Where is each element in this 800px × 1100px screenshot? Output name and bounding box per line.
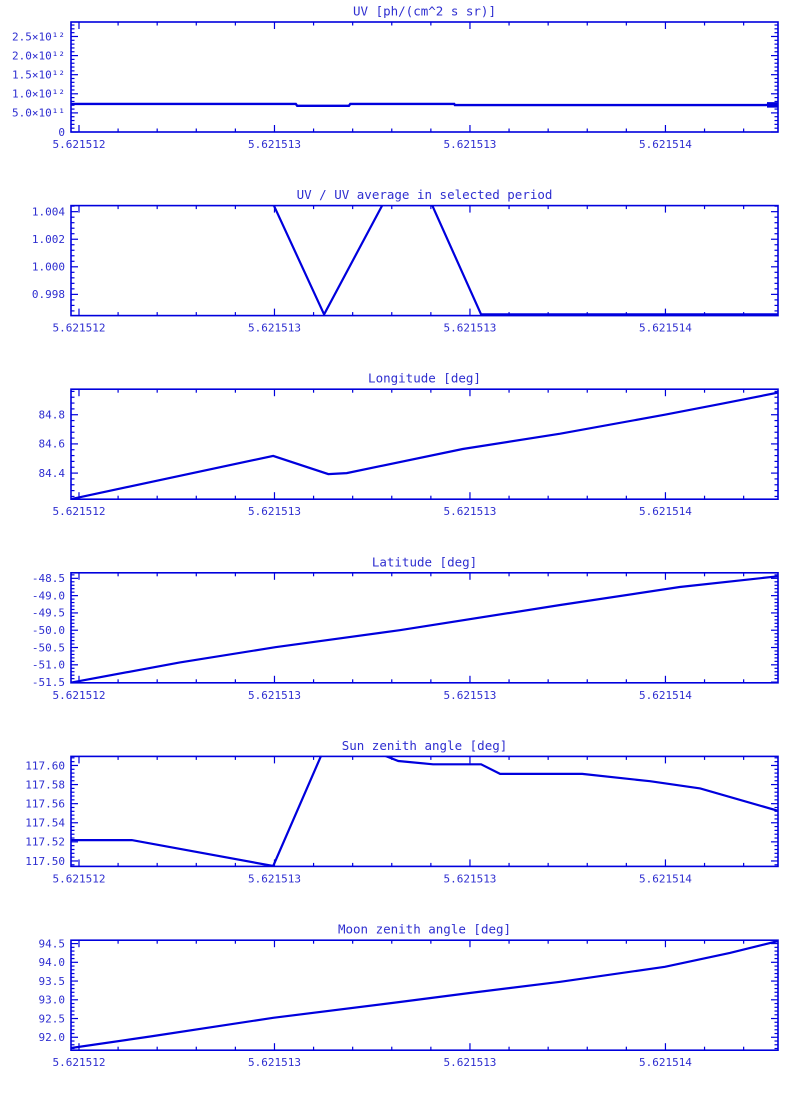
plot-1-ylabel: 2.0×10¹² bbox=[12, 49, 65, 63]
plot-6-ylabel: 92.5 bbox=[38, 1012, 65, 1026]
plot-4-xlabel: 5.621513 bbox=[443, 688, 497, 702]
plot-5-xlabel: 5.621513 bbox=[247, 872, 301, 886]
plot-2-xlabel: 5.621513 bbox=[443, 321, 497, 335]
plot-6-xlabel: 5.621513 bbox=[443, 1056, 497, 1070]
plot-6-xlabel: 5.621512 bbox=[52, 1056, 106, 1070]
plot-4-xlabel: 5.621513 bbox=[247, 688, 301, 702]
plot-6-xlabel: 5.621513 bbox=[247, 1056, 301, 1070]
plot-1-ylabel: 5.0×10¹¹ bbox=[12, 106, 65, 120]
plot-5-ylabel: 117.54 bbox=[25, 816, 65, 830]
plot-2-title: UV / UV average in selected period bbox=[296, 187, 553, 203]
plot-3-series-longitude bbox=[71, 393, 778, 500]
plot-6-title: Moon zenith angle [deg] bbox=[337, 921, 512, 937]
plot-2-ticks bbox=[71, 206, 778, 316]
plot-1-tick-labels bbox=[12, 30, 692, 151]
plot-2-frame bbox=[71, 206, 778, 316]
plot-4-xlabel: 5.621514 bbox=[638, 688, 692, 702]
plot-5-title: Sun zenith angle [deg] bbox=[341, 737, 508, 753]
plot-6-frame bbox=[71, 940, 778, 1050]
plot-4-ticks bbox=[71, 573, 778, 683]
plot-1-title: UV [ph/(cm^2 s sr)] bbox=[353, 3, 496, 19]
plot-6-ylabel: 94.0 bbox=[38, 956, 65, 970]
plot-2-xlabel: 5.621514 bbox=[638, 321, 692, 335]
plot-6-xlabel: 5.621514 bbox=[638, 1056, 692, 1070]
plot-1-end-blob bbox=[767, 102, 778, 108]
plot-6-ylabel: 92.0 bbox=[38, 1031, 65, 1045]
plot-1-xlabel: 5.621514 bbox=[638, 138, 692, 151]
plot-1-xlabel: 5.621513 bbox=[443, 138, 497, 151]
plot-2-series-uv_ratio bbox=[71, 101, 778, 314]
plot-1-series-uv bbox=[71, 104, 778, 106]
plot-6-ylabel: 93.0 bbox=[38, 993, 65, 1007]
plot-5-frame bbox=[71, 756, 778, 866]
plot-1 bbox=[12, 4, 778, 152]
plot-2-ylabel: 0.998 bbox=[31, 288, 65, 302]
plot-5-series-sun_zenith bbox=[71, 752, 778, 866]
plot-1-ylabel: 1.5×10¹² bbox=[12, 68, 65, 82]
plot-5-ylabel: 117.60 bbox=[25, 759, 65, 773]
plot-1-ylabel: 2.5×10¹² bbox=[12, 30, 65, 44]
plot-5-ylabel: 117.50 bbox=[25, 854, 65, 868]
plot-3-title: Longitude [deg] bbox=[368, 370, 481, 386]
plot-4-ylabel: -49.5 bbox=[31, 606, 65, 620]
plot-2-ylabel: 1.004 bbox=[31, 205, 65, 219]
plot-3-ticks bbox=[71, 389, 778, 499]
plot-2-xlabel: 5.621512 bbox=[52, 321, 106, 335]
plot-1-xlabel: 5.621513 bbox=[247, 138, 301, 151]
plot-4-ylabel: -50.5 bbox=[31, 641, 65, 655]
plot-4-series-latitude bbox=[71, 576, 778, 682]
plot-4-ylabel: -50.0 bbox=[31, 624, 65, 638]
plot-1-ticks bbox=[71, 22, 778, 132]
plot-5-ylabel: 117.58 bbox=[25, 778, 65, 792]
plot-5-xlabel: 5.621514 bbox=[638, 872, 692, 886]
plot-4-ylabel: -49.0 bbox=[31, 589, 65, 603]
plot-5-ticks bbox=[71, 756, 778, 866]
plot-4-ylabel: -51.0 bbox=[31, 658, 65, 672]
plot-2-xlabel: 5.621513 bbox=[247, 321, 301, 335]
plot-4-xlabel: 5.621512 bbox=[52, 688, 106, 702]
plot-4-ylabel: -51.5 bbox=[31, 675, 65, 689]
plot-3-xlabel: 5.621514 bbox=[638, 505, 692, 519]
plot-5 bbox=[25, 738, 778, 886]
plot-1-ylabel: 0 bbox=[58, 125, 65, 139]
plot-6 bbox=[39, 922, 779, 1069]
plot-3-ylabel: 84.4 bbox=[38, 466, 65, 480]
plot-3 bbox=[39, 371, 779, 519]
plot-3-xlabel: 5.621512 bbox=[52, 505, 106, 519]
plot-4 bbox=[32, 554, 778, 702]
plot-3-ylabel: 84.6 bbox=[38, 437, 65, 451]
plot-2-ylabel: 1.000 bbox=[31, 260, 65, 274]
plot-2-ylabel: 1.002 bbox=[31, 233, 65, 247]
plot-3-frame bbox=[71, 389, 778, 499]
plot-2 bbox=[32, 101, 778, 334]
plot-1-ylabel: 1.0×10¹² bbox=[12, 87, 65, 101]
plot-6-ylabel: 94.5 bbox=[38, 937, 65, 951]
plot-5-ylabel: 117.56 bbox=[25, 797, 65, 811]
plot-3-tick-labels bbox=[39, 409, 693, 519]
plot-5-xlabel: 5.621512 bbox=[52, 872, 106, 886]
plot-4-frame bbox=[71, 573, 778, 683]
plot-3-ylabel: 84.8 bbox=[38, 408, 65, 422]
plot-5-xlabel: 5.621513 bbox=[443, 872, 497, 886]
plot-1-xlabel: 5.621512 bbox=[52, 138, 106, 151]
plot-6-ticks bbox=[71, 940, 778, 1050]
plot-4-title: Latitude [deg] bbox=[371, 554, 478, 570]
plot-6-ylabel: 93.5 bbox=[38, 974, 65, 988]
plot-3-xlabel: 5.621513 bbox=[247, 505, 301, 519]
plot-6-series-moon_zenith bbox=[71, 941, 778, 1048]
plot-1-frame bbox=[71, 22, 778, 132]
plot-4-ylabel: -48.5 bbox=[31, 572, 65, 586]
plot-5-ylabel: 117.52 bbox=[25, 835, 65, 849]
plot-3-xlabel: 5.621513 bbox=[443, 505, 497, 519]
